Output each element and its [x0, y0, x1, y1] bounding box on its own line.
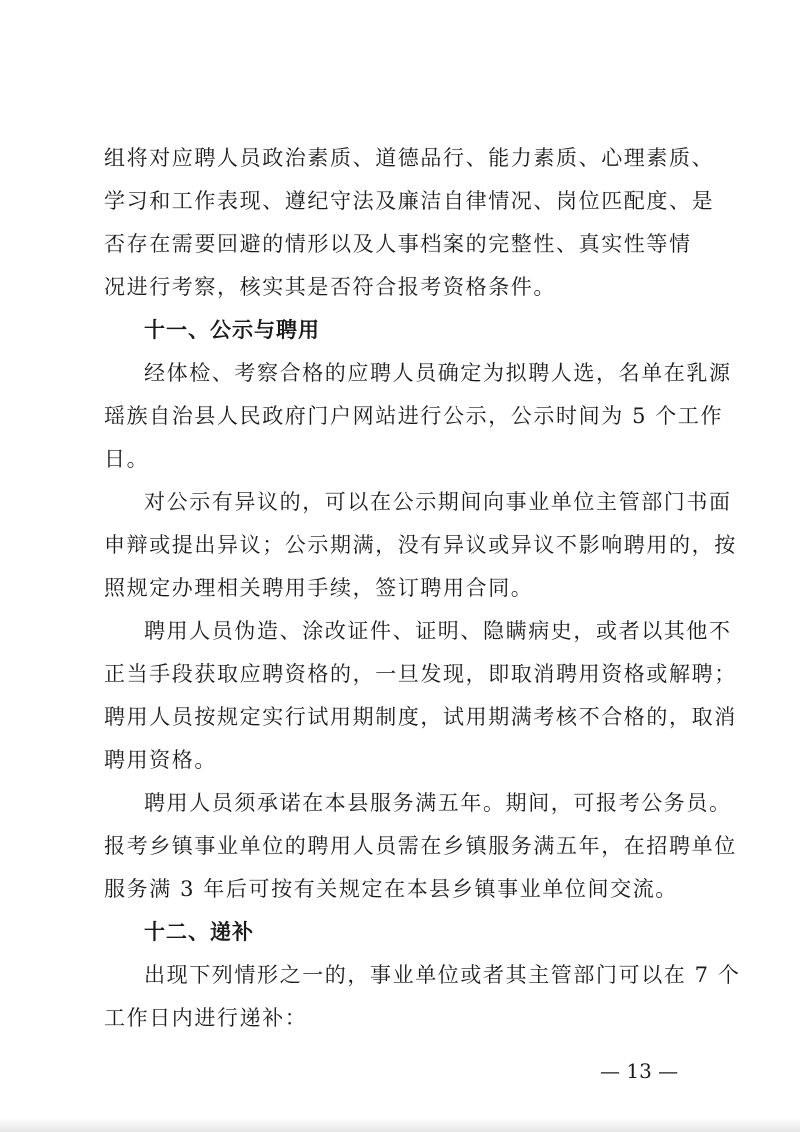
paragraph-line: 日。 [104, 447, 150, 471]
paragraph-line: 聘用人员伪造、涂改证件、证明、隐瞒病史，或者以其他不 [144, 619, 732, 643]
paragraph-line: 学习和工作表现、遵纪守法及廉洁自律情况、岗位匹配度、是 [104, 189, 715, 213]
paragraph-line: 经体检、考察合格的应聘人员确定为拟聘人选，名单在乳源 [144, 361, 732, 385]
paragraph-line: 否存在需要回避的情形以及人事档案的完整性、真实性等情 [104, 232, 692, 256]
section-heading-publicity-hiring: 十一、公示与聘用 [144, 318, 320, 342]
page-number: — 13 — [600, 1059, 679, 1083]
scan-edge-shadow [0, 1118, 800, 1132]
paragraph-line: 瑶族自治县人民政府门户网站进行公示，公示时间为 5 个工作 [104, 404, 724, 428]
paragraph-line: 聘用人员按规定实行试用期制度，试用期满考核不合格的，取消 [104, 705, 737, 729]
paragraph-line: 照规定办理相关聘用手续，签订聘用合同。 [104, 576, 534, 600]
paragraph-line: 工作日内进行递补： [104, 1006, 308, 1030]
paragraph-line: 正当手段获取应聘资格的，一旦发现，即取消聘用资格或解聘； [104, 662, 737, 686]
paragraph-line: 组将对应聘人员政治素质、道德品行、能力素质、心理素质、 [104, 146, 715, 170]
paragraph-line: 聘用人员须承诺在本县服务满五年。期间，可报考公务员。 [144, 791, 732, 815]
paragraph-line: 服务满 3 年后可按有关规定在本县乡镇事业单位间交流。 [104, 877, 678, 901]
section-heading-replacement: 十二、递补 [144, 920, 254, 944]
paragraph-line: 聘用资格。 [104, 748, 217, 772]
paragraph-line: 出现下列情形之一的，事业单位或者其主管部门可以在 7 个 [144, 963, 741, 987]
paragraph-line: 申辩或提出异议；公示期满，没有异议或异议不影响聘用的，按 [104, 533, 737, 557]
paragraph-line: 报考乡镇事业单位的聘用人员需在乡镇服务满五年，在招聘单位 [104, 834, 737, 858]
paragraph-line: 况进行考察，核实其是否符合报考资格条件。 [104, 275, 556, 299]
paragraph-line: 对公示有异议的，可以在公示期间向事业单位主管部门书面 [144, 490, 732, 514]
